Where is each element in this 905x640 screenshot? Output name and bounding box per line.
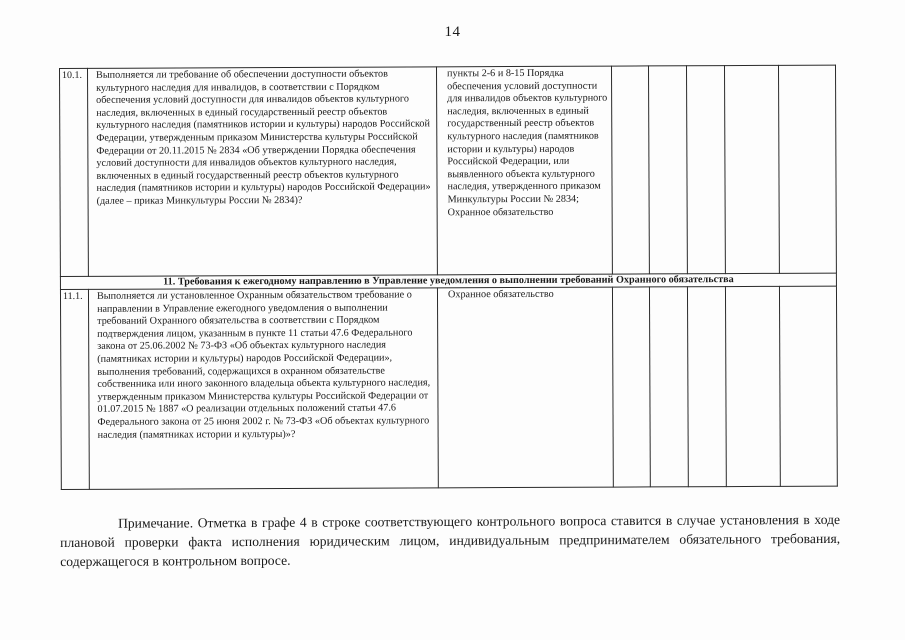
answer-cell-extra[interactable] [725, 286, 780, 486]
legal-reference-extra: Охранное обязательство [447, 206, 554, 218]
control-question: Выполняется ли требование об обеспечении доступности объектов культурного наследия для инвалидов, в соответствии с Порядком обеспечения условий доступности для инвалидов объектов культурного наследия, включенных в единый государственный реестр объектов культурного наследия (памятников истории и культуры) народов Российской Федерации, утвержденным приказом Министерства культуры Российской Федерации от 20.11.2015 № 2834 «Об утверждении Порядка обеспечения условий доступности для инвалидов объектов культурного наследия, включенных в единый государственный реестр объектов культурного наследия (памятников истории и культуры) народов Российской Федерации» (далее – приказ Минкультуры России № 2834)? [88, 67, 438, 277]
answer-cell-not-applicable[interactable] [686, 66, 725, 274]
checklist-table-wrapper [59, 65, 837, 494]
row-number: 11.1. [60, 289, 89, 489]
answer-cell-yes[interactable] [612, 287, 650, 487]
answer-cell-yes[interactable] [611, 66, 649, 274]
section-11-title: 11. Требования к ежегодному направлению в Управление уведомления о выполнении требований Охранного обязательства [60, 273, 836, 289]
answer-cell-extra[interactable] [724, 65, 779, 273]
answer-cell-not-applicable[interactable] [687, 287, 726, 487]
page-number: 14 [444, 24, 461, 40]
legal-reference [436, 66, 612, 275]
table-row-10-1 [60, 65, 837, 276]
footnote-text: Примечание. Отметка в графе 4 в строке соответствующего контрольного вопроса ставится в случае установления в ходе плановой проверки факта исполнения юридическим лицом, индивидуальным предпринимателем обязательного требования, содержащегося в контрольном вопросе. [60, 511, 841, 569]
answer-cell-notes[interactable] [779, 286, 837, 486]
legal-reference-main: пункты 2-6 и 8-15 Порядка обеспечения условий доступности для инвалидов объектов культурного наследия, включенных в единый государственный реестр объектов культурного наследия (памятников истории и культуры) народов Российской Федерации, или выявленного объекта культурного наследия, утвержденного приказом Минкультуры России № 2834; [447, 67, 608, 206]
answer-cell-notes[interactable] [778, 65, 836, 273]
checklist-table [59, 65, 838, 490]
footnote [60, 510, 840, 571]
answer-cell-no[interactable] [648, 66, 687, 274]
control-question: Выполняется ли установленное Охранным обязательством требование о направлении в Управление ежегодного уведомления о выполнении требований Охранного обязательства в соответствии с Порядком подтверждения лицом, указанным в пункте 11 статьи 47.6 Федерального закона от 25.06.2002 № 73-ФЗ «Об объектах культурного наследия (памятниках истории и культуры) народов Российской Федерации», выполнения требований, содержащихся в охранном обязательстве собственника или иного законного владельца объекта культурного наследия, утвержденным приказом Министерства культуры Российской Федерации от 01.07.2015 № 1887 «О реализации отдельных положений статьи 47.6 Федерального закона от 25 июня 2002 г. № 73-ФЗ «Об объектах культурного наследия (памятниках истории и культуры)»? [88, 288, 438, 490]
legal-reference: Охранное обязательство [437, 287, 613, 488]
answer-cell-no[interactable] [649, 287, 688, 487]
table-row-11-1 [60, 286, 837, 489]
row-number: 10.1. [60, 68, 89, 276]
